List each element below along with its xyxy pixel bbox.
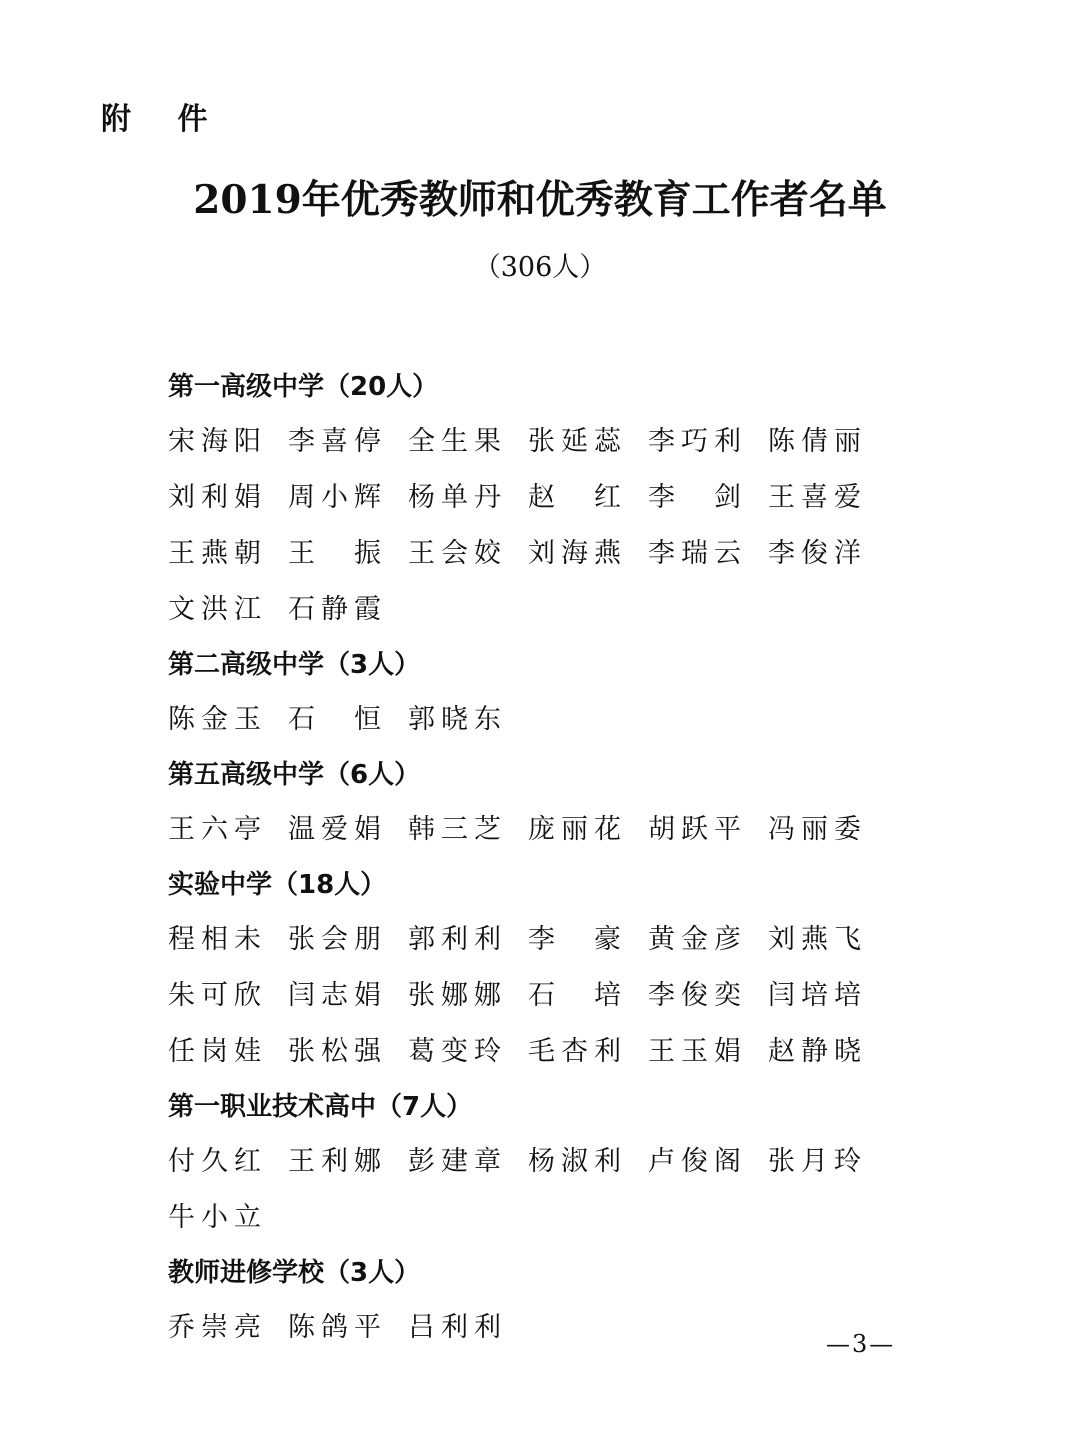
person-name: 陈金玉 [168, 704, 267, 735]
person-name: 杨淑利 [528, 1146, 627, 1177]
person-name: 刘海燕 [528, 538, 627, 569]
person-name: 陈倩丽 [768, 426, 867, 457]
person-name: 闫培培 [768, 980, 867, 1011]
person-name: 赵静晓 [768, 1036, 867, 1067]
person-name: 张月玲 [768, 1146, 867, 1177]
school-section [168, 748, 928, 858]
person-name: 李俊洋 [768, 538, 867, 569]
person-name: 毛杏利 [528, 1036, 627, 1067]
person-name: 刘燕飞 [768, 924, 867, 955]
person-name: 赵 红 [528, 482, 627, 513]
name-grid [168, 1300, 888, 1356]
person-name: 卢俊阁 [648, 1146, 747, 1177]
person-name: 牛小立 [168, 1202, 267, 1233]
person-name: 李俊奕 [648, 980, 747, 1011]
name-grid [168, 1134, 888, 1246]
person-name: 周小辉 [288, 482, 387, 513]
person-name: 郭利利 [408, 924, 507, 955]
person-name: 石 培 [528, 980, 627, 1011]
person-name: 彭建章 [408, 1146, 507, 1177]
person-name: 张娜娜 [408, 980, 507, 1011]
attachment-label: 附 件 [101, 102, 226, 137]
total-count: （306人） [473, 252, 607, 283]
person-name: 张会朋 [288, 924, 387, 955]
section-title: 教师进修学校（3人） [168, 1258, 421, 1288]
section-title: 第一职业技术高中（7人） [168, 1092, 473, 1122]
name-grid [168, 912, 888, 1080]
person-name: 王六亭 [168, 814, 267, 845]
name-grid [168, 802, 888, 858]
person-name: 李 豪 [528, 924, 627, 955]
person-name: 宋海阳 [168, 426, 267, 457]
person-name: 石静霞 [288, 594, 387, 625]
person-name: 任岗娃 [168, 1036, 267, 1067]
person-name: 王 振 [288, 538, 387, 569]
person-name: 文洪江 [168, 594, 267, 625]
school-section [168, 360, 928, 638]
person-name: 韩三芝 [408, 814, 507, 845]
roster-list [168, 360, 928, 1356]
person-name: 张延蕊 [528, 426, 627, 457]
person-name: 全生果 [408, 426, 507, 457]
person-name: 王喜爱 [768, 482, 867, 513]
person-name: 陈鸽平 [288, 1312, 387, 1343]
school-section [168, 858, 928, 1080]
person-name: 乔崇亮 [168, 1312, 267, 1343]
section-title: 实验中学（18人） [168, 870, 387, 900]
person-name: 庞丽花 [528, 814, 627, 845]
person-name: 李喜停 [288, 426, 387, 457]
person-name: 吕利利 [408, 1312, 507, 1343]
person-name: 杨单丹 [408, 482, 507, 513]
person-name: 郭晓东 [408, 704, 507, 735]
person-name: 张松强 [288, 1036, 387, 1067]
person-name: 王会姣 [408, 538, 507, 569]
person-name: 冯丽委 [768, 814, 867, 845]
name-grid [168, 414, 888, 638]
person-name: 温爱娟 [288, 814, 387, 845]
person-name: 李巧利 [648, 426, 747, 457]
school-section [168, 638, 928, 748]
person-name: 王燕朝 [168, 538, 267, 569]
person-name: 王利娜 [288, 1146, 387, 1177]
person-name: 胡跃平 [648, 814, 747, 845]
person-name: 葛变玲 [408, 1036, 507, 1067]
person-name: 程相未 [168, 924, 267, 955]
section-title: 第二高级中学（3人） [168, 650, 421, 680]
person-name: 黄金彦 [648, 924, 747, 955]
section-title: 第五高级中学（6人） [168, 760, 421, 790]
person-name: 石 恒 [288, 704, 387, 735]
page-number: —3— [826, 1330, 896, 1358]
name-grid [168, 692, 888, 748]
school-section [168, 1246, 928, 1356]
person-name: 闫志娟 [288, 980, 387, 1011]
person-name: 刘利娟 [168, 482, 267, 513]
section-title: 第一高级中学（20人） [168, 372, 439, 402]
person-name: 李瑞云 [648, 538, 747, 569]
school-section [168, 1080, 928, 1246]
person-name: 朱可欣 [168, 980, 267, 1011]
person-name: 付久红 [168, 1146, 267, 1177]
document-title: 2019年优秀教师和优秀教育工作者名单 [193, 177, 887, 223]
person-name: 李 剑 [648, 482, 747, 513]
person-name: 王玉娟 [648, 1036, 747, 1067]
